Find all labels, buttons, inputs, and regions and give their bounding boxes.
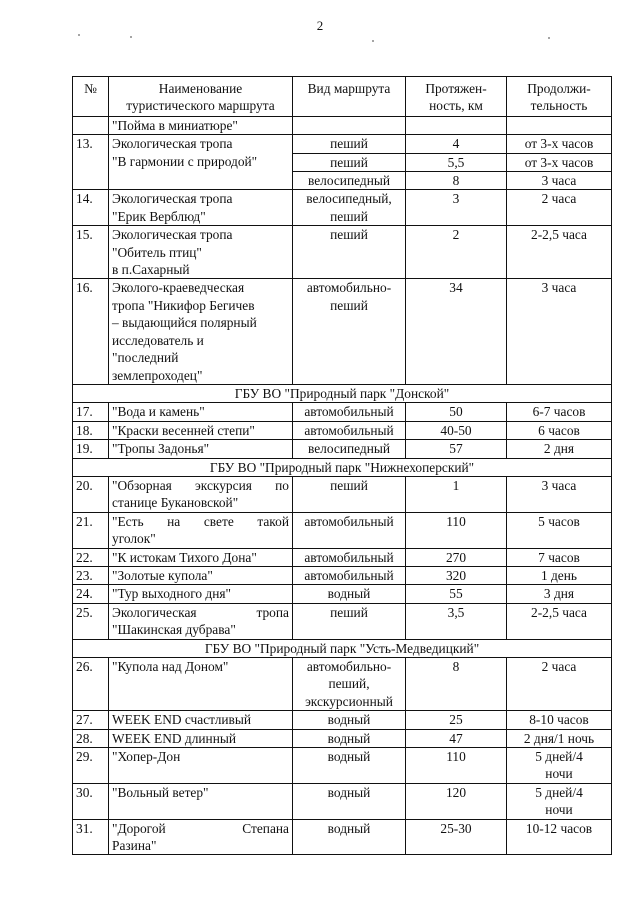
route-type: пеший [293,135,406,153]
route-duration: 3 часа [507,172,612,190]
section-title: ГБУ ВО "Природный парк "Усть-Медведицкий" [73,639,612,657]
route-name: Экологическая тропа "Шакинская дубрава" [109,603,293,639]
table-row [73,190,612,226]
route-length: 50 [406,403,507,421]
header-row [73,77,612,117]
table-row [73,748,612,784]
route-name: Эколого-краеведческая тропа "Никифор Бегичев – выдающийся полярный исследователь и "последний землепроходец" [109,279,293,384]
route-number: 24. [73,585,109,603]
route-duration: от 3-х часов [507,153,612,171]
header-length: Протяжен- ность, км [406,77,507,117]
route-type: пеший [293,226,406,279]
route-type: пеший [293,153,406,171]
route-name: "Купола над Доном" [109,658,293,711]
route-number: 13. [73,135,109,190]
route-length: 47 [406,729,507,747]
header-name: Наименование туристического маршрута [109,77,293,117]
route-length: 270 [406,548,507,566]
route-length: 110 [406,748,507,784]
route-type: автомобильный [293,421,406,439]
route-type: водный [293,585,406,603]
route-length: 4 [406,135,507,153]
route-length: 3,5 [406,603,507,639]
route-type: автомобильно- пеший, экскурсионный [293,658,406,711]
route-type: водный [293,748,406,784]
section-title: ГБУ ВО "Природный парк "Донской" [73,384,612,402]
route-name: "Тропы Задонья" [109,440,293,458]
header-type: Вид маршрута [293,77,406,117]
table-row [73,783,612,819]
route-length: 55 [406,585,507,603]
section-row [73,384,612,402]
route-type: автомобильный [293,403,406,421]
route-length: 110 [406,512,507,548]
route-type: велосипедный [293,440,406,458]
route-name: "Обзорная экскурсия по станице Букановской" [109,476,293,512]
route-duration: 2 дня [507,440,612,458]
route-type: пеший [293,603,406,639]
route-duration: 5 дней/4 ночи [507,748,612,784]
route-name: "Вода и камень" [109,403,293,421]
table-row [73,711,612,729]
route-length: 3 [406,190,507,226]
route-name: Экологическая тропа "В гармонии с природой" [109,135,293,190]
route-duration: 3 дня [507,585,612,603]
routes-table [72,76,612,855]
route-duration: 5 дней/4 ночи [507,783,612,819]
table-row [73,729,612,747]
table-row [73,548,612,566]
route-name: WEEK END длинный [109,729,293,747]
route-type: автомобильно- пеший [293,279,406,384]
scan-speck [130,36,132,38]
table-row [73,512,612,548]
table-row [73,403,612,421]
route-name: "К истокам Тихого Дона" [109,548,293,566]
route-duration: 6-7 часов [507,403,612,421]
route-number: 28. [73,729,109,747]
route-number: 14. [73,190,109,226]
route-type: водный [293,819,406,855]
route-name: Экологическая тропа "Обитель птиц" в п.Сахарный [109,226,293,279]
route-number: 25. [73,603,109,639]
table-row [73,566,612,584]
route-length: 1 [406,476,507,512]
route-duration: 10-12 часов [507,819,612,855]
route-number: 16. [73,279,109,384]
section-title: ГБУ ВО "Природный парк "Нижнехоперский" [73,458,612,476]
route-number: 17. [73,403,109,421]
route-number: 29. [73,748,109,784]
route-duration: 5 часов [507,512,612,548]
route-length: 8 [406,658,507,711]
route-length: 34 [406,279,507,384]
table-row [73,658,612,711]
route-duration: 2 часа [507,658,612,711]
route-name: "Золотые купола" [109,566,293,584]
table-row [73,603,612,639]
route-duration: 1 день [507,566,612,584]
page-number: 2 [316,18,324,33]
route-number: 20. [73,476,109,512]
route-length: 40-50 [406,421,507,439]
route-length: 25 [406,711,507,729]
route-duration: 7 часов [507,548,612,566]
route-duration: 3 часа [507,476,612,512]
route-type: пеший [293,476,406,512]
route-duration: 3 часа [507,279,612,384]
table-row [73,135,612,153]
table-row [73,585,612,603]
route-number: 26. [73,658,109,711]
route-type: водный [293,729,406,747]
route-number: 19. [73,440,109,458]
route-duration: 8-10 часов [507,711,612,729]
route-name: WEEK END счастливый [109,711,293,729]
route-name: "Вольный ветер" [109,783,293,819]
route-number: 21. [73,512,109,548]
route-type: автомобильный [293,512,406,548]
table-row [73,421,612,439]
route-name: "Тур выходного дня" [109,585,293,603]
route-length: 120 [406,783,507,819]
table-row [73,819,612,855]
route-length: 57 [406,440,507,458]
route-type: автомобильный [293,548,406,566]
route-length: 25-30 [406,819,507,855]
route-duration: 2-2,5 часа [507,603,612,639]
section-row [73,458,612,476]
table-row [73,440,612,458]
table-row [73,116,612,134]
route-number: 31. [73,819,109,855]
route-length: 8 [406,172,507,190]
route-number: 23. [73,566,109,584]
header-num: № [73,77,109,117]
route-name: Экологическая тропа "Ерик Верблюд" [109,190,293,226]
route-name: "Дорогой Степана Разина" [109,819,293,855]
route-name: "Пойма в миниатюре" [109,116,293,134]
route-type: водный [293,783,406,819]
route-name: "Краски весенней степи" [109,421,293,439]
table-row [73,476,612,512]
scan-speck [78,34,80,36]
route-length: 320 [406,566,507,584]
route-duration: 6 часов [507,421,612,439]
route-number: 15. [73,226,109,279]
route-type: велосипедный, пеший [293,190,406,226]
route-duration: от 3-х часов [507,135,612,153]
table-row [73,279,612,384]
route-duration: 2-2,5 часа [507,226,612,279]
scan-speck [372,40,374,42]
route-length: 5,5 [406,153,507,171]
route-type: автомобильный [293,566,406,584]
route-duration: 2 дня/1 ночь [507,729,612,747]
table-row [73,226,612,279]
route-number: 30. [73,783,109,819]
scan-speck [548,37,550,39]
route-name: "Есть на свете такой уголок" [109,512,293,548]
route-name: "Хопер-Дон [109,748,293,784]
section-row [73,639,612,657]
route-type: велосипедный [293,172,406,190]
route-number: 18. [73,421,109,439]
route-duration: 2 часа [507,190,612,226]
route-type: водный [293,711,406,729]
route-number: 27. [73,711,109,729]
route-length: 2 [406,226,507,279]
header-duration: Продолжи- тельность [507,77,612,117]
route-number: 22. [73,548,109,566]
